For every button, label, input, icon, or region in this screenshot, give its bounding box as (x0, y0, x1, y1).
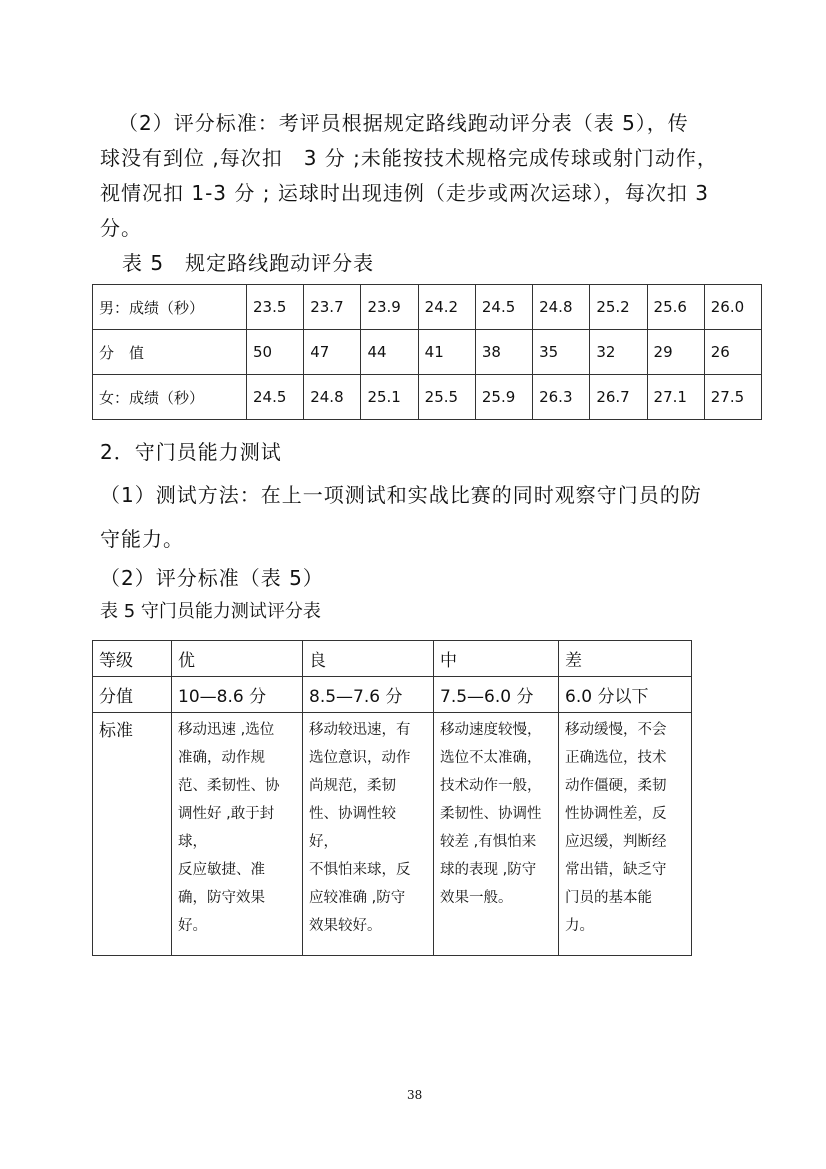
header-cell: 等级 (93, 641, 172, 677)
row-label: 男：成绩（秒） (93, 285, 247, 330)
table-cell: 27.5 (704, 375, 761, 420)
page-number: 38 (407, 1088, 423, 1102)
table-cell: 7.5—6.0 分 (434, 677, 559, 713)
method-paragraph (100, 473, 760, 561)
standard-cell: 移动迅速 ,选位 准确，动作规 范、柔韧性、协 调性好 ,敢于封 球， 反应敏捷、准 确，防守效果 好。 (172, 713, 303, 956)
header-cell: 优 (172, 641, 303, 677)
text-line: 球没有到位 ,每次扣 3 分 ;未能按技术规格完成传球或射门动作， (100, 146, 718, 170)
section-heading: 2．守门员能力测试 (100, 440, 282, 464)
standard-cell: 移动速度较慢， 选位不太准确， 技术动作一般， 柔韧性、协调性 较差 ,有惧怕来 球的表现 ,防守 效果一般。 (434, 713, 559, 956)
table-cell: 24.8 (304, 375, 361, 420)
table-row (93, 641, 692, 677)
route-run-score-table (92, 284, 762, 420)
text-line: （1）测试方法：在上一项测试和实战比赛的同时观察守门员的防 (100, 483, 702, 507)
table-cell: 24.8 (533, 285, 590, 330)
table-cell: 26 (704, 330, 761, 375)
table-cell: 23.5 (247, 285, 304, 330)
table-cell: 26.3 (533, 375, 590, 420)
table-row (93, 285, 762, 330)
header-cell: 良 (303, 641, 434, 677)
header-cell: 差 (559, 641, 692, 677)
gk-table-caption: 表 5 守门员能力测试评分表 (100, 601, 321, 622)
table-cell: 38 (475, 330, 532, 375)
table-cell: 25.1 (361, 375, 418, 420)
goalkeeper-score-table (92, 640, 692, 956)
table-cell: 24.5 (247, 375, 304, 420)
table-cell: 8.5—7.6 分 (303, 677, 434, 713)
table-cell: 27.1 (647, 375, 704, 420)
table-cell: 23.7 (304, 285, 361, 330)
row-label: 分 值 (93, 330, 247, 375)
table-cell: 29 (647, 330, 704, 375)
table-cell: 26.0 (704, 285, 761, 330)
table-cell: 50 (247, 330, 304, 375)
table-cell: 32 (590, 330, 647, 375)
row-label: 分值 (93, 677, 172, 713)
table-row (93, 677, 692, 713)
table5-caption: 表 5 规定路线跑动评分表 (122, 251, 375, 275)
table-row (93, 713, 692, 956)
text-line: 分。 (100, 216, 142, 240)
table-row (93, 330, 762, 375)
table-cell: 25.5 (418, 375, 475, 420)
table-cell: 44 (361, 330, 418, 375)
table-cell: 25.6 (647, 285, 704, 330)
scoring-subheading: （2）评分标准（表 5） (100, 566, 324, 590)
table-cell: 25.2 (590, 285, 647, 330)
text-line: 视情况扣 1-3 分 ; 运球时出现违例（走步或两次运球），每次扣 3 (100, 181, 709, 205)
text-line: （2）评分标准：考评员根据规定路线跑动评分表（表 5），传 (118, 111, 689, 135)
scoring-paragraph (100, 106, 760, 246)
table-cell: 41 (418, 330, 475, 375)
header-cell: 中 (434, 641, 559, 677)
table-cell: 24.2 (418, 285, 475, 330)
table-cell: 35 (533, 330, 590, 375)
table-cell: 10—8.6 分 (172, 677, 303, 713)
table-cell: 25.9 (475, 375, 532, 420)
table-cell: 47 (304, 330, 361, 375)
row-label: 标准 (93, 713, 172, 956)
standard-cell: 移动缓慢，不会 正确选位，技术 动作僵硬，柔韧 性协调性差，反 应迟缓，判断经 常出错，缺乏守 门员的基本能 力。 (559, 713, 692, 956)
table-cell: 24.5 (475, 285, 532, 330)
text-line: 守能力。 (100, 527, 184, 551)
table-cell: 23.9 (361, 285, 418, 330)
table-row (93, 375, 762, 420)
table-cell: 26.7 (590, 375, 647, 420)
row-label: 女：成绩（秒） (93, 375, 247, 420)
table-cell: 6.0 分以下 (559, 677, 692, 713)
standard-cell: 移动较迅速，有 选位意识，动作 尚规范，柔韧 性、协调性较 好， 不惧怕来球，反 应较准确 ,防守 效果较好。 (303, 713, 434, 956)
